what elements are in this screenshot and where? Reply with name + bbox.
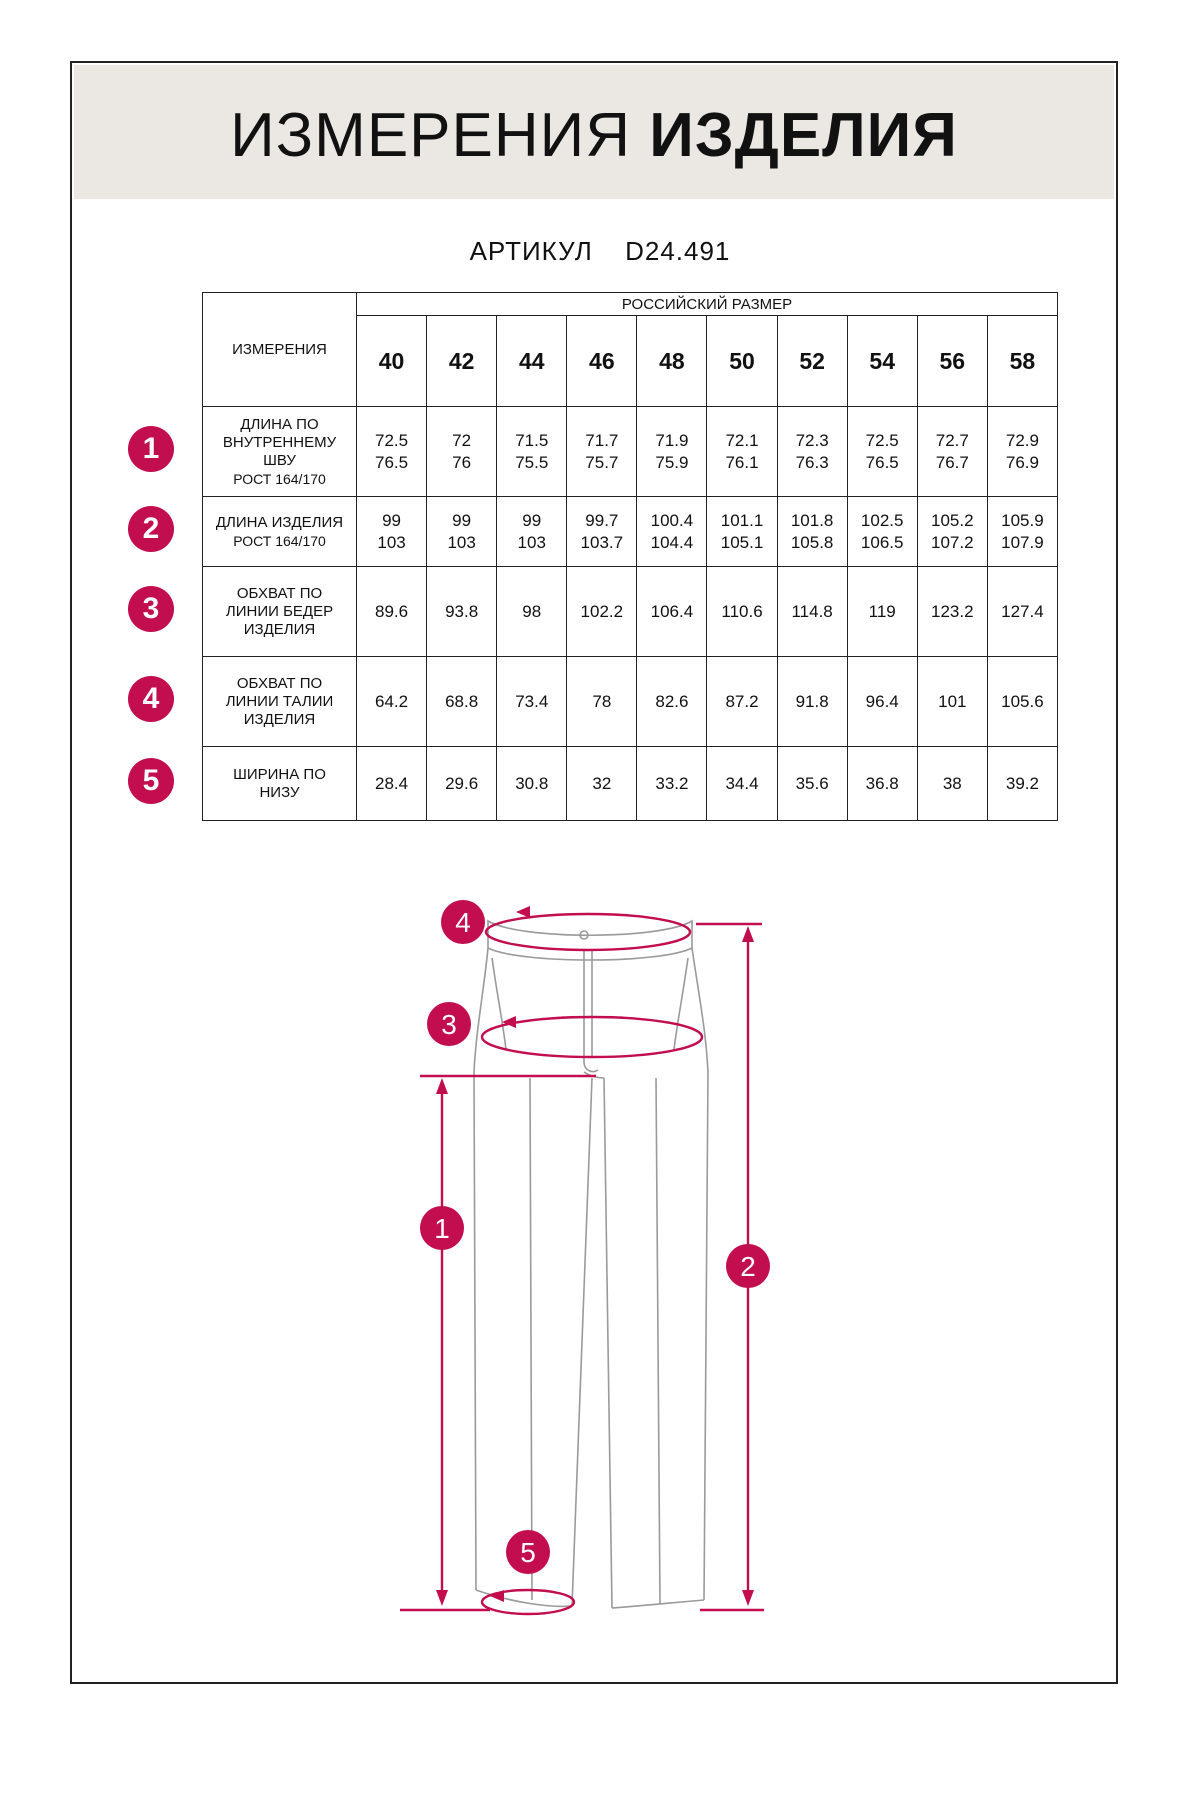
cell-value: 105.9 [1001,510,1044,530]
size-header-50: 50 [707,316,777,407]
cell-value: 76.5 [375,452,409,472]
cell-value: 96.4 [865,691,899,711]
row-label-line: ОБХВАТ ПО [236,674,323,692]
diagram-marker-2 [726,1244,770,1288]
row-label-line: ЛИНИИ БЕДЕР [225,602,334,620]
diagram-markers [420,900,770,1574]
cell-value: 32 [592,773,612,793]
cell-value: 105.1 [720,532,764,552]
cell-value: 72.7 [935,430,969,450]
cell-value: 76.9 [1005,452,1039,472]
cell-value: 28.4 [375,773,409,793]
cell-value: 75.5 [515,452,549,472]
cell-value: 34.4 [725,773,759,793]
cell-value: 89.6 [375,601,409,621]
cell-value: 106.5 [860,532,904,552]
cell-value: 98 [522,601,542,621]
cell-value: 103 [447,532,476,552]
cell-value: 35.6 [795,773,829,793]
cell-value: 72.3 [795,430,829,450]
cell-value: 72.5 [375,430,409,450]
cell-value: 71.5 [515,430,549,450]
cell-value: 114.8 [791,601,833,621]
article-label: АРТИКУЛ [469,236,593,266]
size-header-54: 54 [847,316,917,407]
size-header-52: 52 [777,316,847,407]
row-label-line: НИЗУ [259,783,300,801]
cell-value: 72.1 [725,430,759,450]
cell-value: 39.2 [1005,773,1039,793]
cell-value: 104.4 [650,532,694,552]
size-header-58: 58 [987,316,1057,407]
cell-value: 103 [377,532,406,552]
diagram-marker-4 [441,900,485,944]
row-badge-2: 2 [128,506,174,552]
row-label-line: ИЗДЕЛИЯ [243,620,316,638]
row-label-line: ИЗДЕЛИЯ [243,710,316,728]
size-header-56: 56 [917,316,987,407]
cell-value: 99 [382,510,401,530]
cell-value: 75.9 [655,452,689,472]
row-label-line: ДЛИНА ИЗДЕЛИЯ [215,513,344,531]
title-light: ИЗМЕРЕНИЯ [230,101,632,170]
cell-value: 38 [942,773,962,793]
cell-value: 106.4 [650,601,694,621]
cell-value: 105.6 [1001,691,1044,711]
cell-value: 33.2 [655,773,689,793]
svg-text:4: 4 [455,907,471,938]
row-label-sub: РОСТ 164/170 [233,470,326,487]
cell-value: 64.2 [375,691,409,711]
svg-text:1: 1 [434,1213,450,1244]
cell-value: 103 [517,532,546,552]
cell-value: 123.2 [931,601,974,621]
cell-value: 119 [868,601,896,621]
row-badge-5: 5 [128,758,174,804]
cell-value: 105.2 [931,510,974,530]
cell-value: 102.2 [580,601,624,621]
cell-value: 72 [452,430,472,450]
size-header-40: 40 [357,316,427,407]
cell-value: 103.7 [580,532,624,552]
row-badge-4: 4 [128,676,174,722]
cell-value: 107.9 [1001,532,1044,552]
cell-value: 76.7 [935,452,969,472]
cell-value: 72.9 [1005,430,1039,450]
row-label-line: ВНУТРЕННЕМУ [222,433,337,451]
cell-value: 110.6 [721,601,763,621]
diagram-marker-5 [506,1530,550,1574]
cell-value: 29.6 [445,773,479,793]
row-badge-1: 1 [128,426,174,472]
cell-value: 76.1 [725,452,759,472]
cell-value: 82.6 [655,691,689,711]
measure-header: ИЗМЕРЕНИЯ [203,293,357,407]
cell-value: 107.2 [931,532,974,552]
cell-value: 30.8 [515,773,549,793]
cell-value: 101 [938,691,967,711]
svg-text:2: 2 [740,1251,756,1282]
cell-value: 127.4 [1001,601,1044,621]
cell-value: 76.3 [795,452,829,472]
size-header-44: 44 [497,316,567,407]
cell-value: 68.8 [445,691,479,711]
size-header-48: 48 [637,316,707,407]
row-label-line: ОБХВАТ ПО [236,584,323,602]
diagram-marker-1 [420,1206,464,1250]
cell-value: 102.5 [860,510,904,530]
cell-value: 99.7 [585,510,619,530]
cell-value: 71.9 [655,430,689,450]
size-header-46: 46 [567,316,637,407]
cell-value: 73.4 [515,691,549,711]
cell-value: 87.2 [725,691,759,711]
diagram-marker-3 [427,1002,471,1046]
size-group-header: РОССИЙСКИЙ РАЗМЕР [357,293,1058,316]
cell-value: 105.8 [790,532,834,552]
cell-value: 75.7 [585,452,619,472]
row-badge-3: 3 [128,586,174,632]
cell-value: 76 [452,452,472,472]
title-bold: ИЗДЕЛИЯ [649,101,958,170]
row-label-line: ШИРИНА ПО [233,765,326,783]
cell-value: 93.8 [445,601,479,621]
row-label-line: ДЛИНА ПО [240,415,319,433]
row-label-sub: РОСТ 164/170 [233,532,326,549]
row-label-line: ШВУ [263,451,296,469]
cell-value: 99 [522,510,542,530]
cell-value: 71.7 [585,430,619,450]
svg-text:3: 3 [441,1009,457,1040]
cell-value: 36.8 [865,773,899,793]
cell-value: 72.5 [865,430,899,450]
article-code: D24.491 [625,236,731,266]
row-label-line: ЛИНИИ ТАЛИИ [225,692,334,710]
cell-value: 78 [592,691,612,711]
cell-value: 101.8 [790,510,834,530]
size-header-42: 42 [427,316,497,407]
svg-text:5: 5 [520,1537,536,1568]
cell-value: 99 [452,510,472,530]
cell-value: 76.5 [865,452,899,472]
cell-value: 100.4 [650,510,694,530]
cell-value: 101.1 [720,510,764,530]
cell-value: 91.8 [795,691,829,711]
